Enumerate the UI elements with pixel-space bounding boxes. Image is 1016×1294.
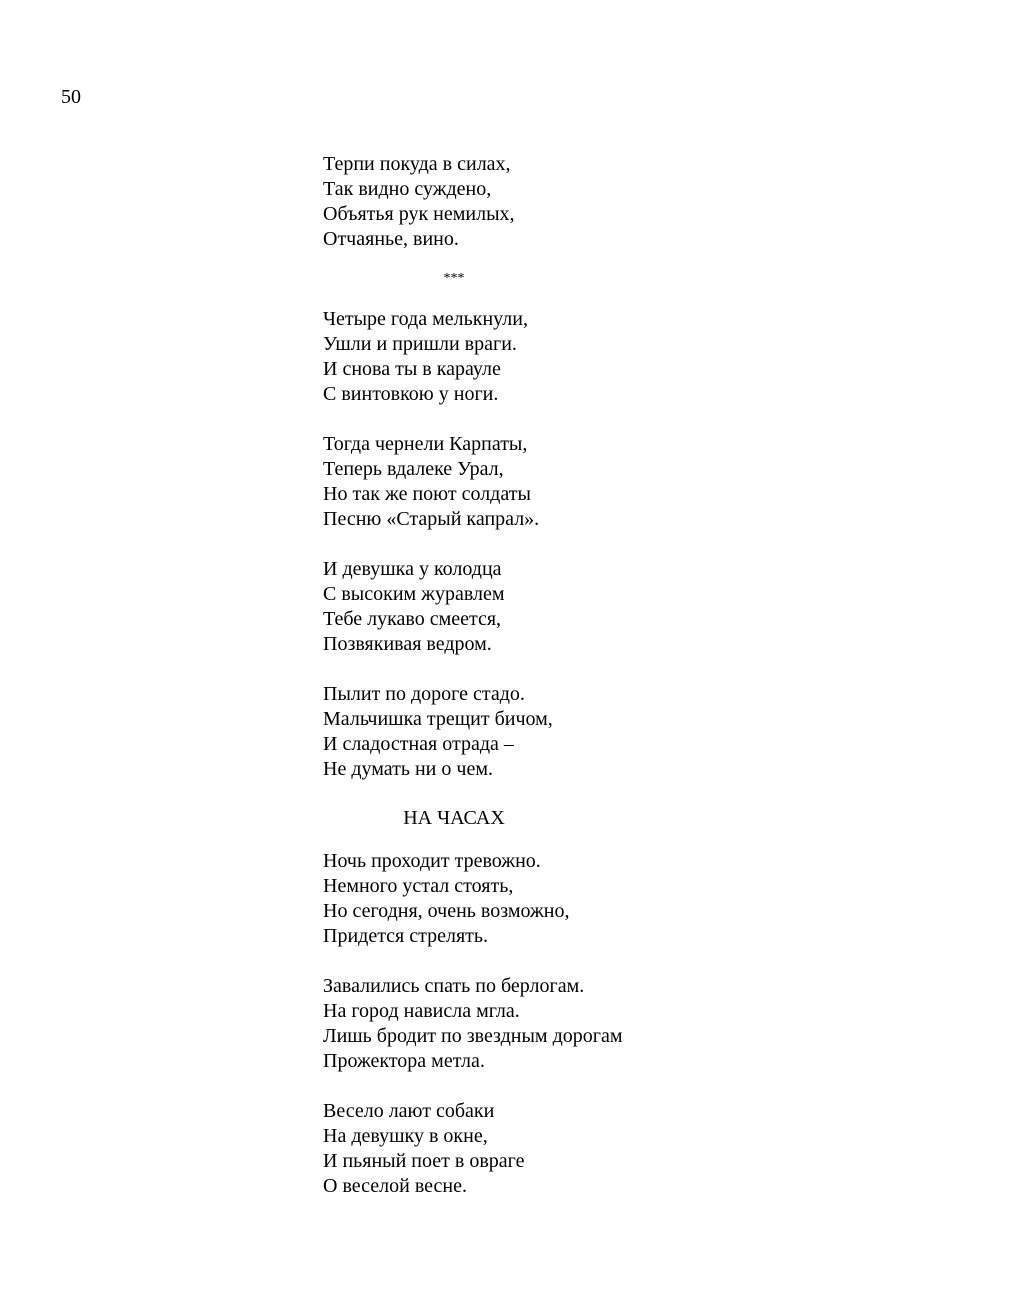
poem-line: Не думать ни о чем. xyxy=(323,758,493,780)
poem-line: Позвякивая ведром. xyxy=(323,633,492,655)
poem-line: Терпи покуда в силах, xyxy=(323,153,511,175)
poem-line: Ночь проходит тревожно. xyxy=(323,850,541,872)
poem-line: Придется стрелять. xyxy=(323,925,489,947)
poem-line: И сладостная отрада – xyxy=(323,733,514,755)
poem-line: И девушка у колодца xyxy=(323,558,502,580)
poem-line: Мальчишка трещит бичом, xyxy=(323,708,553,730)
section-separator: *** xyxy=(443,271,465,286)
poem-line: О веселой весне. xyxy=(323,1175,467,1197)
poem-line: Тебе лукаво смеется, xyxy=(323,608,502,630)
poem-line: Песню «Старый капрал». xyxy=(323,508,540,530)
poem-line: На девушку в окне, xyxy=(323,1125,488,1147)
poem-title: НА ЧАСАХ xyxy=(403,807,505,829)
poem-line: Четыре года мелькнули, xyxy=(323,308,528,330)
poem-line: Прожектора метла. xyxy=(323,1050,485,1072)
poem-line: И снова ты в карауле xyxy=(323,358,501,380)
poem-line: Лишь бродит по звездным дорогам xyxy=(323,1025,623,1047)
poem-line: Немного устал стоять, xyxy=(323,875,514,897)
poem-line: Теперь вдалеке Урал, xyxy=(323,458,504,480)
poem-line: Пылит по дороге стадо. xyxy=(323,683,525,705)
poem-line: На город нависла мгла. xyxy=(323,1000,520,1022)
poem-line: И пьяный поет в овраге xyxy=(323,1150,525,1172)
poem-line: Весело лают собаки xyxy=(323,1100,495,1122)
poem-line: Так видно суждено, xyxy=(323,178,492,200)
poem-line: Тогда чернели Карпаты, xyxy=(323,433,528,455)
poem-line: С высоким журавлем xyxy=(323,583,505,605)
poem-line: С винтовкою у ноги. xyxy=(323,383,499,405)
poem-line: Но так же поют солдаты xyxy=(323,483,531,505)
poem-line: Объятья рук немилых, xyxy=(323,203,515,225)
page-number: 50 xyxy=(61,86,81,108)
poem-line: Завалились спать по берлогам. xyxy=(323,975,585,997)
poem-line: Ушли и пришли враги. xyxy=(323,333,517,355)
poem-line: Отчаянье, вино. xyxy=(323,228,459,250)
poem-line: Но сегодня, очень возможно, xyxy=(323,900,570,922)
